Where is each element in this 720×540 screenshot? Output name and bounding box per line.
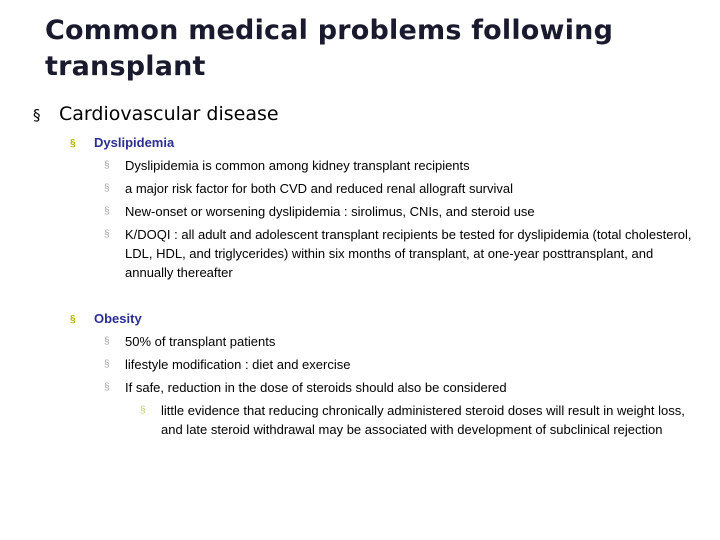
subheading-text: Obesity [94, 311, 142, 326]
bullet-marker: § [70, 138, 76, 149]
bullet-marker: § [104, 359, 110, 370]
list-item-text: lifestyle modification : diet and exercise [125, 357, 351, 372]
list-item-text: New-onset or worsening dyslipidemia : sirolimus, CNIs, and steroid use [125, 204, 535, 219]
list-item-text: K/DOQI : all adult and adolescent transplant recipients be tested for dyslipidemia (total cholesterol, LDL, HDL, and triglycerides) within six months of transplant, at one-year posttransplant, and annually thereafter [125, 227, 692, 280]
bullet-marker: § [104, 206, 110, 217]
subheading-obesity [70, 310, 142, 329]
list-item [104, 156, 704, 175]
sub-list-item [140, 401, 700, 439]
bullet-marker: § [104, 382, 110, 393]
list-item [104, 202, 704, 221]
list-item [104, 179, 704, 198]
bullet-marker: § [104, 336, 110, 347]
bullet-marker: § [33, 106, 41, 124]
bullet-marker: § [104, 160, 110, 171]
list-item-text: If safe, reduction in the dose of steroids should also be considered [125, 380, 507, 395]
slide-title: Common medical problems following transplant [45, 15, 614, 82]
bullet-marker: § [104, 229, 110, 240]
bullet-marker: § [70, 314, 76, 325]
bullet-text: Cardiovascular disease [59, 103, 279, 125]
list-item [104, 332, 704, 351]
bullet-marker: § [140, 405, 146, 416]
bullet-marker: § [104, 183, 110, 194]
sub-list-item-text: little evidence that reducing chronically administered steroid doses will result in weight loss, and late steroid withdrawal may be associated with development of subclinical rejection [161, 403, 685, 437]
list-item [104, 378, 704, 397]
subheading-dyslipidemia [70, 134, 174, 153]
list-item-text: 50% of transplant patients [125, 334, 276, 349]
list-item [104, 355, 704, 374]
list-item-text: Dyslipidemia is common among kidney transplant recipients [125, 158, 470, 173]
list-item-text: a major risk factor for both CVD and reduced renal allograft survival [125, 181, 514, 196]
bullet-cardiovascular-disease [33, 102, 279, 127]
list-item [104, 225, 694, 282]
subheading-text: Dyslipidemia [94, 135, 175, 150]
